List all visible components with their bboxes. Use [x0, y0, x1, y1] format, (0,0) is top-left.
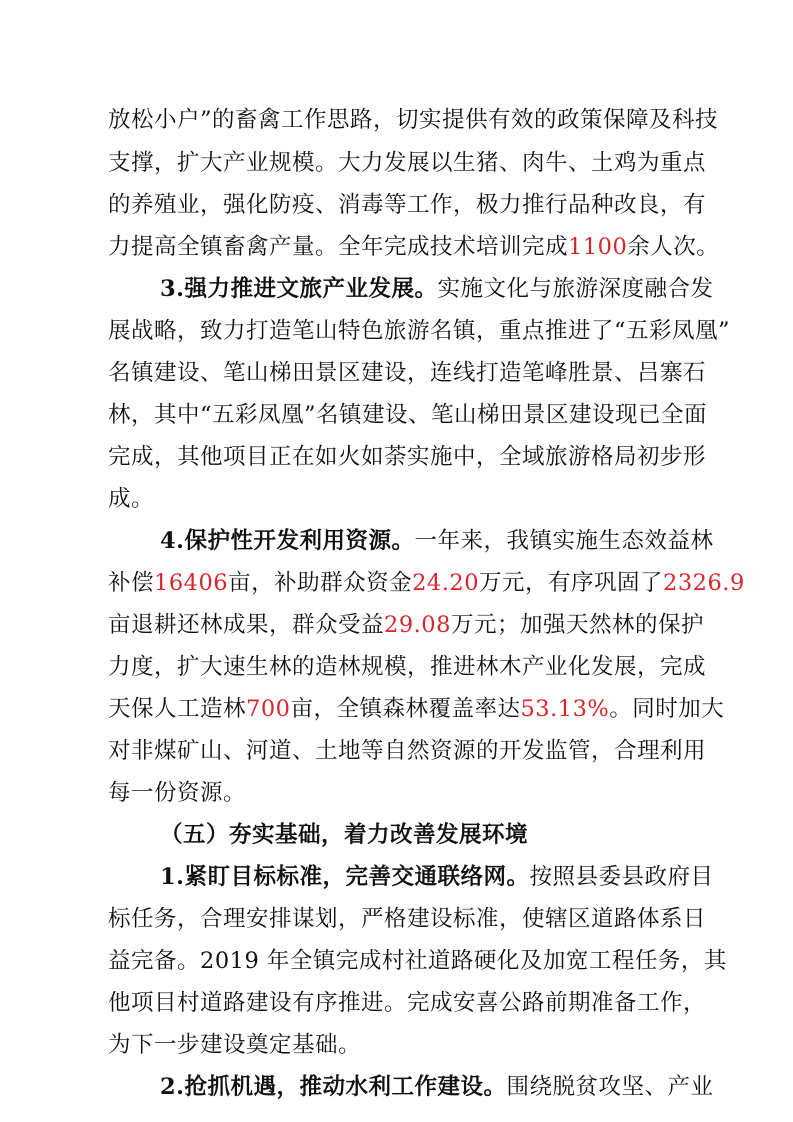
text-line: 亩退耕还林成果，群众受益29.08万元；加强天然林的保护 [108, 612, 704, 638]
section-heading: （五）夯实基础，着力改善发展环境 [160, 822, 529, 848]
paragraph-heading: 3.强力推进文旅产业发展。 [160, 276, 438, 302]
highlight-number: 16406 [154, 570, 229, 596]
text-line: 支撑，扩大产业规模。大力发展以生猪、肉牛、土鸡为重点 [108, 150, 707, 176]
text-line: 林，其中“五彩凤凰”名镇建设、笔山梯田景区建设现已全面 [108, 402, 708, 428]
highlight-number: 53.13% [520, 696, 610, 722]
paragraph-heading-line: 1.紧盯目标标准，完善交通联络网。按照县委县政府目 [160, 864, 714, 890]
paragraph-heading-line: 2.抢抓机遇，推动水利工作建设。围绕脱贫攻坚、产业 [160, 1074, 714, 1100]
text-line: 天保人工造林700亩，全镇森林覆盖率达53.13%。同时加大 [108, 696, 725, 722]
paragraph-heading: 1.紧盯目标标准，完善交通联络网。 [160, 864, 530, 890]
highlight-number: 29.08 [384, 612, 451, 638]
highlight-number: 24.20 [412, 570, 480, 596]
text-line: 他项目村道路建设有序推进。完成安喜公路前期准备工作， [108, 990, 707, 1016]
highlight-number: 700 [246, 696, 291, 722]
text-line: 力度，扩大速生林的造林规模，推进林木产业化发展，完成 [108, 654, 707, 680]
text-line: 对非煤矿山、河道、土地等自然资源的开发监管，合理利用 [108, 738, 707, 764]
text-line: 标任务，合理安排谋划，严格建设标准，使辖区道路体系日 [108, 906, 707, 932]
paragraph-heading: 2.抢抓机遇，推动水利工作建设。 [160, 1074, 507, 1100]
text-line: 每一份资源。 [108, 780, 247, 806]
paragraph-heading-line: 4.保护性开发利用资源。一年来，我镇实施生态效益林 [160, 528, 714, 554]
text-line: 名镇建设、笔山梯田景区建设，连线打造笔峰胜景、吕寨石 [108, 360, 707, 386]
text-line: 补偿16406亩，补助群众资金24.20万元，有序巩固了2326.9 [108, 570, 745, 596]
text-line: 为下一步建设奠定基础。 [108, 1032, 362, 1058]
highlight-number: 1100 [568, 234, 628, 260]
text-line: 成。 [108, 486, 155, 512]
highlight-number: 2326.9 [663, 570, 745, 596]
text-line: 益完备。2019 年全镇完成村社道路硬化及加宽工程任务，其 [108, 948, 727, 974]
text-line: 的养殖业，强化防疫、消毒等工作，极力推行品种改良，有 [108, 192, 707, 218]
text-line: 完成，其他项目正在如火如荼实施中，全域旅游格局初步形 [108, 444, 707, 470]
text-line: 展战略，致力打造笔山特色旅游名镇，重点推进了“五彩凤凰” [108, 318, 731, 344]
paragraph-heading-line: 3.强力推进文旅产业发展。实施文化与旅游深度融合发 [160, 276, 714, 302]
text-line: 放松小户”的畜禽工作思路，切实提供有效的政策保障及科技 [108, 107, 719, 133]
text-line: 力提高全镇畜禽产量。全年完成技术培训完成1100余人次。 [108, 234, 720, 260]
paragraph-heading: 4.保护性开发利用资源。 [160, 528, 415, 554]
